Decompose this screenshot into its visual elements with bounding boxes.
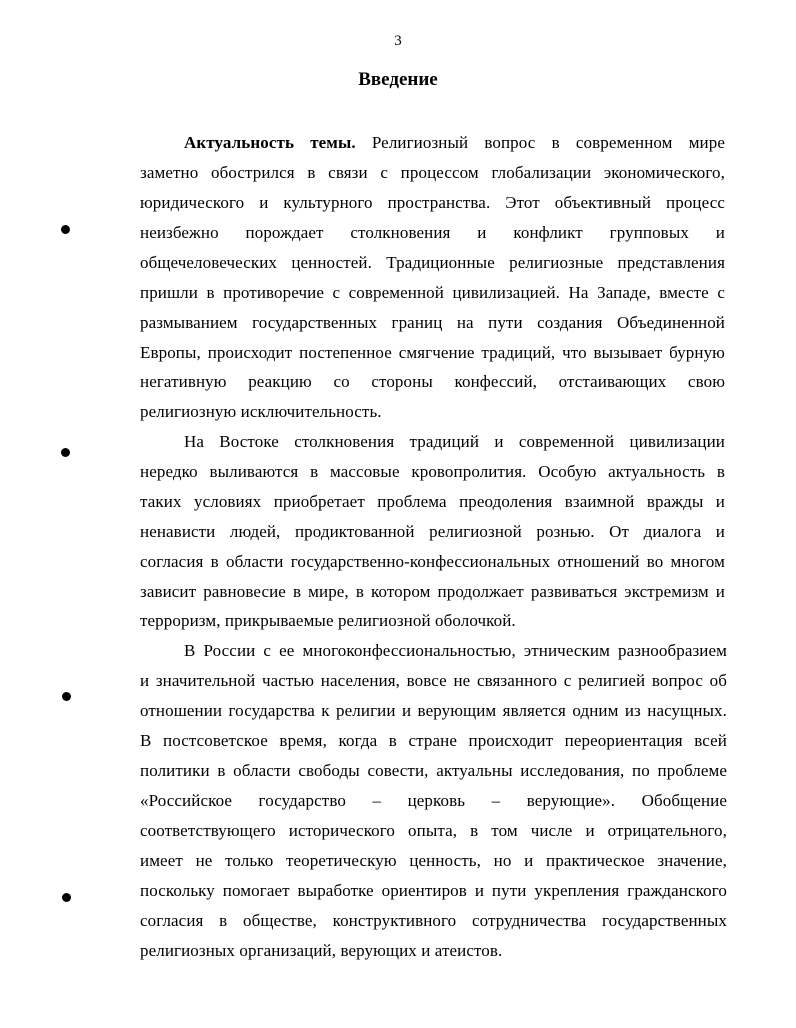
text-line: Религиозный вопрос в современном мире — [355, 133, 725, 152]
binding-hole-1 — [61, 225, 70, 234]
text-line: согласия в обществе, конструктивного сотрудничества государственных — [140, 911, 727, 930]
text-line: религиозную исключительность. — [140, 402, 382, 421]
text-line: нередко выливаются в массовые кровопролития. Особую актуальность в — [140, 462, 725, 481]
text-line: размыванием государственных границ на пути создания Объединенной — [140, 313, 725, 332]
text-line: терроризм, прикрываемые религиозной оболочкой. — [140, 611, 516, 630]
text-line: таких условиях приобретает проблема преодоления взаимной вражды и — [140, 492, 725, 511]
text-line: религиозных организаций, верующих и атеистов. — [140, 941, 503, 960]
text-line: На Востоке столкновения традиций и современной цивилизации — [184, 432, 725, 451]
binding-hole-3 — [62, 692, 71, 701]
text-line: политики в области свободы совести, актуальны исследования, по проблеме — [140, 761, 727, 780]
text-line: неизбежно порождает столкновения и конфликт групповых и — [140, 223, 725, 242]
text-line: соответствующего исторического опыта, в том числе и отрицательного, — [140, 821, 727, 840]
text-line: имеет не только теоретическую ценность, но и практическое значение, — [140, 851, 727, 870]
text-line: юридического и культурного пространства. Этот объективный процесс — [140, 193, 725, 212]
text-line: зависит равновесие в мире, в котором продолжает развиваться экстремизм и — [140, 582, 725, 601]
text-line: согласия в области государственно-конфессиональных отношений во многом — [140, 552, 725, 571]
binding-hole-2 — [61, 448, 70, 457]
text-line: отношении государства к религии и верующим является одним из насущных. — [140, 701, 727, 720]
text-line: негативную реакцию со стороны конфессий, отстаивающих свою — [140, 372, 725, 391]
binding-hole-4 — [62, 893, 71, 902]
text-line: поскольку помогает выработке ориентиров и пути укрепления гражданского — [140, 881, 727, 900]
text-line: ненависти людей, продиктованной религиозной рознью. От диалога и — [140, 522, 725, 541]
text-line: Европы, происходит постепенное смягчение традиций, что вызывает бурную — [140, 343, 725, 362]
lead-heading: Актуальность темы. — [184, 133, 356, 152]
text-line: заметно обострился в связи с процессом глобализации экономического, — [140, 163, 725, 182]
page-title: Введение — [358, 69, 438, 90]
text-line: общечеловеческих ценностей. Традиционные религиозные представления — [140, 253, 725, 272]
text-line: и значительной частью населения, вовсе не связанного с религией вопрос об — [140, 671, 727, 690]
text-line: пришли в противоречие с современной цивилизацией. На Западе, вместе с — [140, 283, 725, 302]
text-line: «Российское государство – церковь – верующие». Обобщение — [140, 791, 727, 810]
page-number: 3 — [394, 33, 402, 49]
text-line: В России с ее многоконфессиональностью, этническим разнообразием — [184, 641, 727, 660]
text-line: В постсоветское время, когда в стране происходит переориентация всей — [140, 731, 727, 750]
